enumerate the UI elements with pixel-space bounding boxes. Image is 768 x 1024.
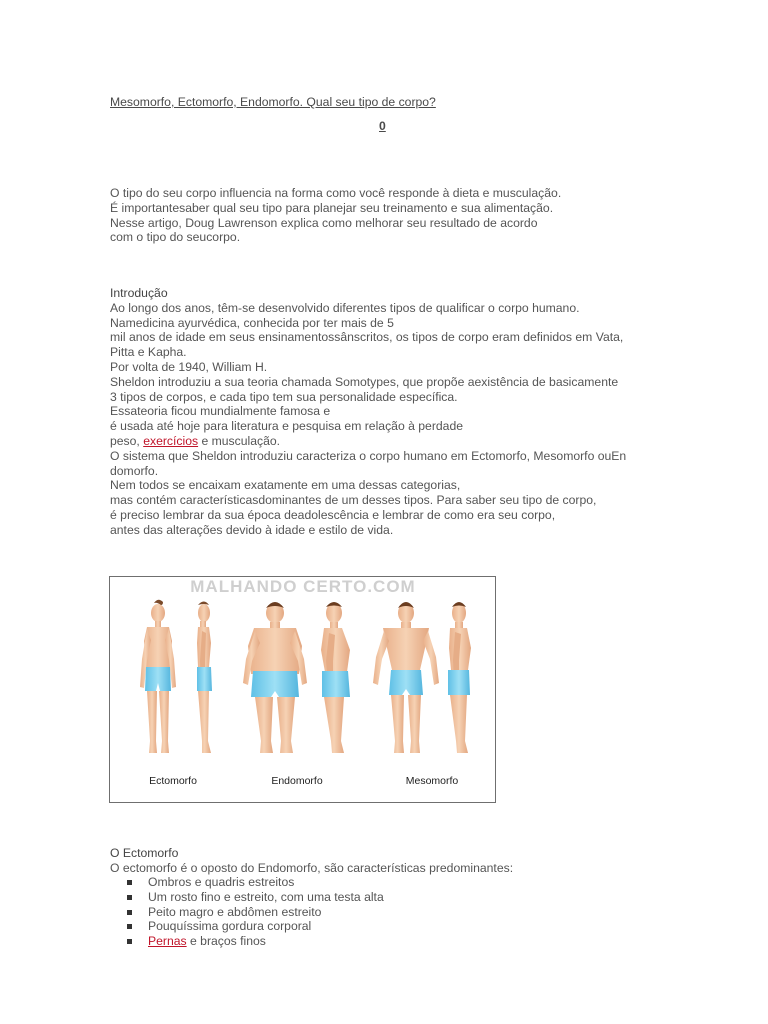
ectomorph-description: O ectomorfo é o oposto do Endomorfo, são características predominantes: (110, 860, 514, 875)
introduction-line: Por volta de 1940, William H. (110, 359, 268, 374)
intro-paragraph (110, 186, 670, 245)
introduction-heading: Introdução (110, 286, 168, 300)
introduction-line: é usada até hoje para literatura e pesquisa em relação à perdade (110, 419, 463, 434)
bullet-icon (127, 895, 132, 900)
body-types-illustration (110, 577, 495, 802)
introduction-line: Namedicina ayurvédica, conhecida por ter mais de 5 (110, 315, 394, 330)
endomorph-side-figure (321, 602, 350, 753)
watermark-text: MALHANDO CERTO.COM (190, 577, 416, 596)
list-item-text: Ombros e quadris estreitos (148, 875, 295, 889)
ectomorph-front-figure (140, 600, 176, 753)
endomorfo-label: Endomorfo (271, 775, 323, 787)
introduction-line: Pitta e Kapha. (110, 345, 187, 360)
intro-line: É importantesaber qual seu tipo para planejar seu treinamento e sua alimentação. (110, 200, 554, 215)
intro-line: Nesse artigo, Doug Lawrenson explica como melhorar seu resultado de acordo (110, 215, 538, 230)
list-item-text: Peito magro e abdômen estreito (148, 904, 322, 919)
list-item (110, 919, 384, 934)
introduction-line: mil anos de idade em seus ensinamentossânscritos, os tipos de corpo eram definidos em Vata, (110, 330, 624, 345)
ectomorph-section (110, 846, 670, 876)
introduction-line: Sheldon introduziu a sua teoria chamada Somotypes, que propõe aexistência de basicamente (110, 374, 619, 389)
ectomorfo-label: Ectomorfo (149, 775, 197, 787)
introduction-line: Nem todos se encaixam exatamente em uma dessas categorias, (110, 478, 461, 493)
list-item-text: e braços finos (186, 934, 266, 949)
introduction-line-with-link (110, 434, 670, 449)
ectomorph-side-figure (197, 602, 212, 754)
introduction-line: Essateoria ficou mundialmente famosa e (110, 404, 331, 419)
introduction-line: mas contém característicasdominantes de um desses tipos. Para saber seu tipo de corpo, (110, 493, 597, 508)
exercicios-link[interactable]: exercícios (143, 433, 199, 448)
bullet-icon (127, 880, 132, 885)
introduction-line: 3 tipos de corpos, e cada tipo tem sua personalidade específica. (110, 389, 458, 404)
list-item (110, 905, 384, 920)
endomorph-front-figure (243, 602, 307, 753)
intro-line: com o tipo do seucorpo. (110, 230, 241, 245)
comment-count-link[interactable]: 0 (379, 119, 386, 133)
mesomorfo-label: Mesomorfo (405, 775, 459, 787)
list-item-text: Pouquíssima gordura corporal (148, 919, 312, 934)
bullet-icon (127, 924, 132, 929)
list-item (110, 875, 384, 890)
introduction-line: é preciso lembrar da sua época deadolescência e lembrar de como era seu corpo, (110, 507, 556, 522)
article-title[interactable]: Mesomorfo, Ectomorfo, Endomorfo. Qual seu tipo de corpo? (110, 95, 436, 109)
list-item (110, 890, 384, 905)
text-after-link: e musculação. (198, 433, 281, 448)
introduction-line: antes das alterações devido à idade e estilo de vida. (110, 522, 394, 537)
text-before-link: peso, (110, 433, 144, 448)
list-item (110, 934, 384, 949)
introduction-line: domorfo. (110, 463, 159, 478)
ectomorph-traits-list (110, 875, 384, 949)
ectomorph-heading: O Ectomorfo (110, 846, 179, 860)
mesomorph-side-figure (448, 602, 471, 753)
intro-line: O tipo do seu corpo influencia na forma como você responde à dieta e musculação. (110, 186, 562, 200)
pernas-link[interactable]: Pernas (148, 934, 187, 949)
introduction-line: O sistema que Sheldon introduziu caracteriza o corpo humano em Ectomorfo, Mesomorfo ouEn (110, 448, 627, 463)
introduction-line: Ao longo dos anos, têm-se desenvolvido diferentes tipos de qualificar o corpo humano. (110, 300, 580, 315)
mesomorph-front-figure (373, 602, 439, 753)
list-item-text: Um rosto fino e estreito, com uma testa alta (148, 889, 384, 904)
bullet-icon (127, 910, 132, 915)
introduction-section (110, 286, 670, 538)
body-types-figure (109, 576, 496, 803)
bullet-icon (127, 939, 132, 944)
